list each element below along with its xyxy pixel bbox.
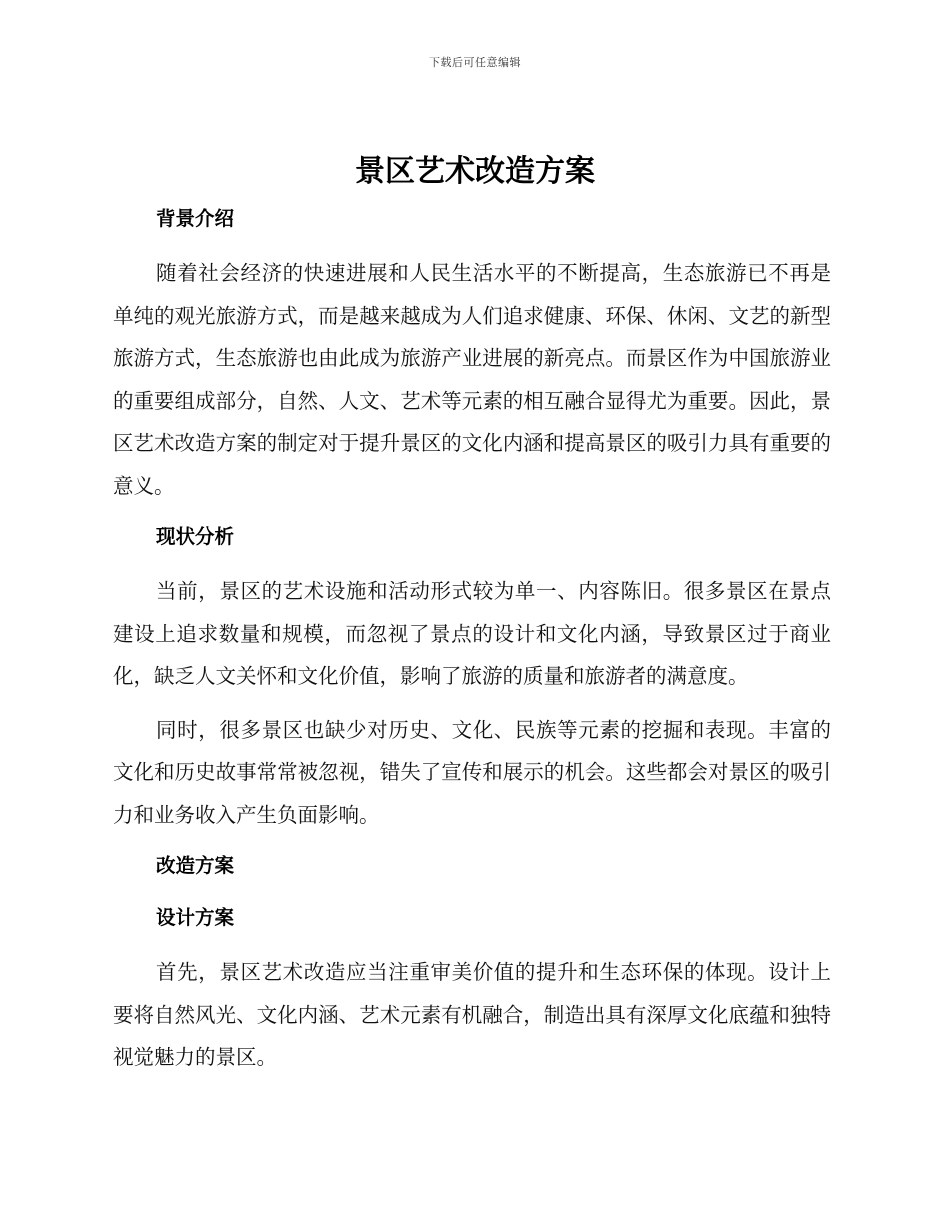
heading-design: 设计方案 [156,906,235,929]
paragraph-background: 随着社会经济的快速进展和人民生活水平的不断提高，生态旅游已不再是单纯的观光旅游方式，而是越来越成为人们追求健康、环保、休闲、文艺的新型旅游方式，生态旅游也由此成为旅游产业进展的新亮点。而景区作为中国旅游业的重要组成部分，自然、人文、艺术等元素的相互融合显得尤为重要。因此，景区艺术改造方案的制定对于提升景区的文化内涵和提高景区的吸引力具有重要的意义。 [113,261,831,498]
document-title: 景区艺术改造方案 [355,154,595,189]
paragraph-status-1: 当前，景区的艺术设施和活动形式较为单一、内容陈旧。很多景区在景点建设上追求数量和规模，而忽视了景点的设计和文化内涵，导致景区过于商业化，缺乏人文关怀和文化价值，影响了旅游的质量和旅游者的满意度。 [113,579,831,688]
paragraph-status-2: 同时，很多景区也缺少对历史、文化、民族等元素的挖掘和表现。丰富的文化和历史故事常常被忽视，错失了宣传和展示的机会。这些都会对景区的吸引力和业务收入产生负面影响。 [113,717,831,827]
document-body [113,200,831,1090]
heading-status: 现状分析 [156,525,235,548]
header-note: 下载后可任意编辑 [429,56,521,69]
heading-background: 背景介绍 [156,207,235,230]
paragraph-design: 首先，景区艺术改造应当注重审美价值的提升和生态环保的体现。设计上要将自然风光、文化内涵、艺术元素有机融合，制造出具有深厚文化底蕴和独特视觉魅力的景区。 [113,960,831,1069]
heading-plan: 改造方案 [156,854,235,877]
